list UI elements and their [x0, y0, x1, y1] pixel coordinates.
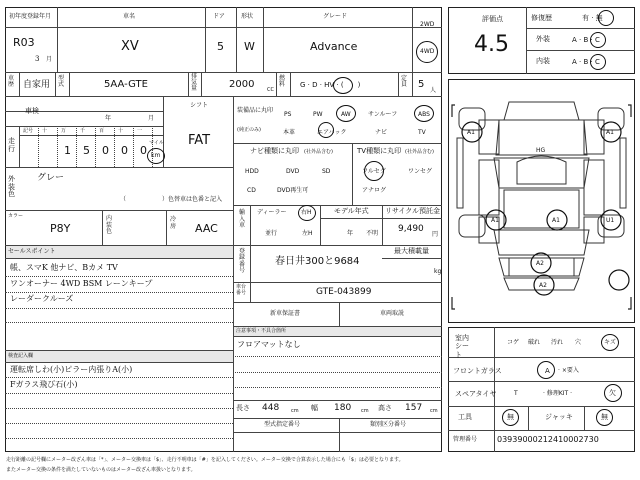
exterior-label: 外装	[536, 35, 550, 43]
model-year-unknown: 不明	[366, 230, 379, 237]
equip-airbag-circle	[318, 122, 334, 138]
import-left: 左H	[302, 230, 313, 237]
mileage-label: 走行	[8, 137, 15, 153]
navi-item-4: CD	[247, 187, 256, 194]
displacement: 2000	[229, 79, 255, 90]
import-dealer: ディーラー	[257, 209, 287, 216]
ac-label: 冷房	[170, 216, 177, 230]
grade-label: グレード	[323, 13, 348, 20]
model-year-label: モデル年式	[334, 207, 369, 215]
diag-label-a1-4: A1	[552, 217, 560, 224]
first-reg-year: R03	[13, 36, 35, 49]
sales-line-3: レーダークルーズ	[10, 294, 74, 303]
doors: 5	[217, 40, 224, 53]
tv-fullseg-circle	[364, 161, 384, 181]
fourwd-label: 4WD	[420, 48, 435, 55]
first-reg-label: 初年度登録年月	[9, 13, 52, 20]
length-label: 長さ	[236, 404, 250, 412]
mgmt-number: 03939000212410002730	[497, 435, 599, 444]
tools-circle	[502, 409, 519, 426]
tools: 無	[507, 413, 514, 421]
sales-line-2: ワンオーナー 4WD BSM レーンキープ	[10, 279, 153, 288]
tv-note: (社外品含む)	[405, 149, 434, 155]
vin-label: 車台番号	[236, 284, 247, 296]
height-unit: cm	[430, 408, 438, 414]
jack: 無	[601, 413, 608, 421]
spare-label: スペアタイヤ	[455, 390, 497, 398]
sales-line-1: 帳、スマK 他ナビ、Bカメ TV	[10, 263, 118, 272]
fuel-label: 燃料	[279, 75, 286, 88]
km-label: km	[151, 152, 161, 159]
diag-label-u1: U1	[606, 217, 615, 224]
mile-label: マイル	[149, 140, 164, 146]
equip-item-7: ナビ	[375, 129, 388, 136]
jack-circle	[596, 409, 613, 426]
tv-item-1: ワンセグ	[408, 168, 433, 175]
mileage-digit-0: 1	[64, 144, 71, 157]
reg-plate: 春日井300と9684	[275, 256, 360, 267]
spare-kit: · 修理KIT ·	[543, 390, 572, 397]
door-label: ドア	[213, 13, 225, 20]
navi-item-0: HDD	[245, 168, 259, 175]
car-damage-diagram	[449, 80, 634, 322]
vehicle-manual: 車両取説	[380, 310, 405, 317]
mileage-digit-head-3: 千	[80, 128, 86, 134]
length: 448	[262, 403, 280, 413]
mileage-digit-2: 0	[102, 144, 109, 157]
attention-label: 注意事項・不具合箇所	[236, 328, 287, 334]
max-load-label: 最大積載量	[394, 247, 429, 255]
tv-item-0: フルセグ	[362, 168, 386, 175]
equip-item-1: PW	[313, 111, 323, 118]
interior-seat-label: 室内シート	[455, 334, 469, 359]
ext-color-label: 外装色	[8, 175, 15, 199]
width: 180	[334, 403, 352, 413]
grade: Advance	[310, 40, 358, 53]
seat-option-3: 穴	[575, 339, 582, 346]
navi-item-5: DVD再生可	[277, 187, 309, 194]
equip-aw-circle	[336, 105, 356, 122]
height: 157	[405, 403, 423, 413]
vin: GTE-043899	[316, 287, 372, 297]
mileage-digit-1: 5	[83, 144, 90, 157]
exterior-options: A · B · C	[572, 36, 600, 44]
model-year-unit: 年	[347, 230, 354, 237]
displacement-label: 排気量	[191, 73, 198, 92]
class-label: 類別区分番号	[370, 421, 407, 428]
diag-label-a2-2: A2	[539, 282, 547, 289]
navi-note: (社外品含む)	[304, 149, 333, 155]
color-code-label: カラー	[8, 213, 24, 219]
seat-option-0: コゲ	[507, 339, 520, 346]
glass-note: · ×要入	[558, 367, 579, 374]
diag-label-a1-2: A1	[606, 129, 614, 136]
mileage-digit-head-2: 万	[61, 128, 67, 134]
width-unit: cm	[361, 408, 369, 414]
repair-circle	[598, 10, 614, 26]
recycle-label: リサイクル預託金	[385, 207, 441, 215]
model: 5AA-GTE	[104, 79, 148, 90]
attention: フロアマットなし	[237, 340, 301, 349]
color-change-note: （ ）色替車は色番と記入	[120, 196, 223, 203]
category-label: 車歴	[8, 75, 15, 88]
twowd-label: 2WD	[420, 21, 435, 28]
mileage-digit-head-6: 一	[137, 128, 143, 134]
interior-label: 内装	[536, 57, 550, 65]
mgmt-label: 管理番号	[453, 436, 478, 443]
repair-options: 有 · 無	[582, 14, 603, 22]
glass-a: A	[545, 367, 550, 375]
recycle: 9,490	[398, 224, 424, 234]
diag-label-hg: HG	[536, 147, 546, 154]
equipment-title: 装備品に丸印	[237, 107, 274, 114]
equip-item-3: サンルーフ	[368, 111, 398, 118]
recycle-yen: 円	[432, 231, 439, 238]
category: 自家用	[23, 80, 51, 90]
type-cert-label: 型式指定番号	[264, 421, 301, 428]
spare-missing: 欠	[609, 389, 616, 397]
import-parallel: 並行	[265, 230, 278, 237]
cc-unit: CC	[267, 87, 274, 93]
new-warranty: 新車保証書	[270, 310, 301, 317]
equip-item-4: ABS	[418, 111, 430, 118]
footer-line-2: またメーター交換の条件を満たしていないものはメーター改ざん車扱いとなります。	[6, 467, 196, 473]
import-label: 輸入車	[239, 209, 246, 230]
interior-options: A · B · C	[572, 58, 600, 66]
inspector-label: 検査記入欄	[8, 353, 34, 359]
equip-item-0: PS	[284, 111, 292, 118]
import-right: 右H	[301, 209, 312, 216]
fuel-options: G · D · HV · ( )	[300, 81, 361, 89]
equip-abs-circle	[414, 105, 434, 122]
jack-label: ジャッキ	[545, 413, 573, 421]
inspection-month: 月	[148, 115, 155, 122]
length-unit: cm	[291, 408, 299, 414]
equipment-sub: (純正のみ)	[237, 127, 261, 133]
footer-line-1: 走行距離の記号欄にメーター改ざん車は「*」、メーター交換車は「$」、走行不明車は「#」を記入してください。メーター交換で合算表示した場合にも「$」は必要となります。	[6, 457, 404, 463]
max-load-kg: kg	[434, 268, 442, 275]
inspection-year: 年	[105, 115, 112, 122]
ext-color: グレー	[37, 173, 65, 183]
km-circle	[147, 148, 165, 164]
tv-title: TV種類に丸印	[357, 147, 402, 155]
mileage-digit-head-0: 記号	[23, 128, 34, 134]
mileage-digit-head-4: 百	[99, 128, 105, 134]
month-unit: 月	[46, 56, 53, 63]
navi-item-2: SD	[322, 168, 331, 175]
shift-label: シフト	[190, 102, 209, 109]
diag-label-a1-1: A1	[467, 129, 475, 136]
equip-item-8: TV	[418, 129, 426, 136]
capacity: 5	[418, 79, 425, 90]
first-reg-month: 3	[35, 55, 40, 63]
interior-color-label: 内装色	[106, 215, 113, 236]
mileage-digit-4: 0	[140, 144, 147, 157]
eval-score: 4.5	[474, 32, 509, 57]
seat-option-4: キズ	[604, 339, 616, 346]
equip-item-2: AW	[341, 111, 351, 118]
capacity-unit: 人	[430, 87, 437, 94]
navi-title: ナビ種類に丸印	[250, 147, 299, 155]
seat-option-1: 破れ	[528, 339, 541, 346]
color-code: P8Y	[50, 222, 71, 235]
sales-point-label: セールスポイント	[8, 248, 56, 255]
front-glass-label: フロントガラス	[453, 367, 502, 375]
diag-label-a2-1: A2	[536, 260, 544, 267]
fuel-hv-circle	[333, 77, 353, 94]
eval-label: 評価点	[482, 15, 503, 23]
width-label: 幅	[311, 404, 318, 412]
fourwd-circle	[416, 41, 438, 63]
inspector-line-2: Fガラス飛び石(小)	[10, 380, 78, 389]
car-name: XV	[121, 39, 139, 54]
tools-label: 工具	[458, 413, 472, 421]
ac: AAC	[195, 222, 218, 235]
inspection-label: 車検	[25, 107, 39, 115]
diag-label-a1-3: A1	[491, 217, 499, 224]
mileage-digit-3: 0	[121, 144, 128, 157]
mileage-digit-head-5: 十	[118, 128, 124, 134]
interior-circle	[590, 54, 606, 70]
seat-circle	[601, 334, 619, 351]
equip-item-5: 本革	[283, 129, 296, 136]
import-right-circle	[298, 205, 316, 221]
model-label: 型式	[58, 75, 65, 88]
seat-option-2: 汚れ	[551, 339, 564, 346]
car-name-label: 車名	[123, 13, 136, 20]
spare-t: T	[514, 390, 518, 397]
mileage-digit-head-1: 十	[42, 128, 48, 134]
navi-item-1: DVD	[286, 168, 300, 175]
shape-label: 形状	[241, 13, 254, 20]
exterior-circle	[590, 32, 606, 48]
repair-label: 修復歴	[531, 14, 552, 22]
equip-item-6: エアバック	[317, 129, 347, 136]
capacity-label: 定員	[401, 75, 408, 88]
spare-circle	[604, 384, 622, 402]
glass-circle	[537, 361, 555, 379]
height-label: 高さ	[378, 404, 392, 412]
reg-label: 登録番号	[239, 248, 246, 274]
inspector-line-1: 運転席しわ(小)ピラー内張りA(小)	[10, 365, 133, 374]
shift: FAT	[188, 133, 211, 148]
tv-item-2: アナログ	[362, 187, 387, 194]
shape: W	[244, 40, 255, 53]
